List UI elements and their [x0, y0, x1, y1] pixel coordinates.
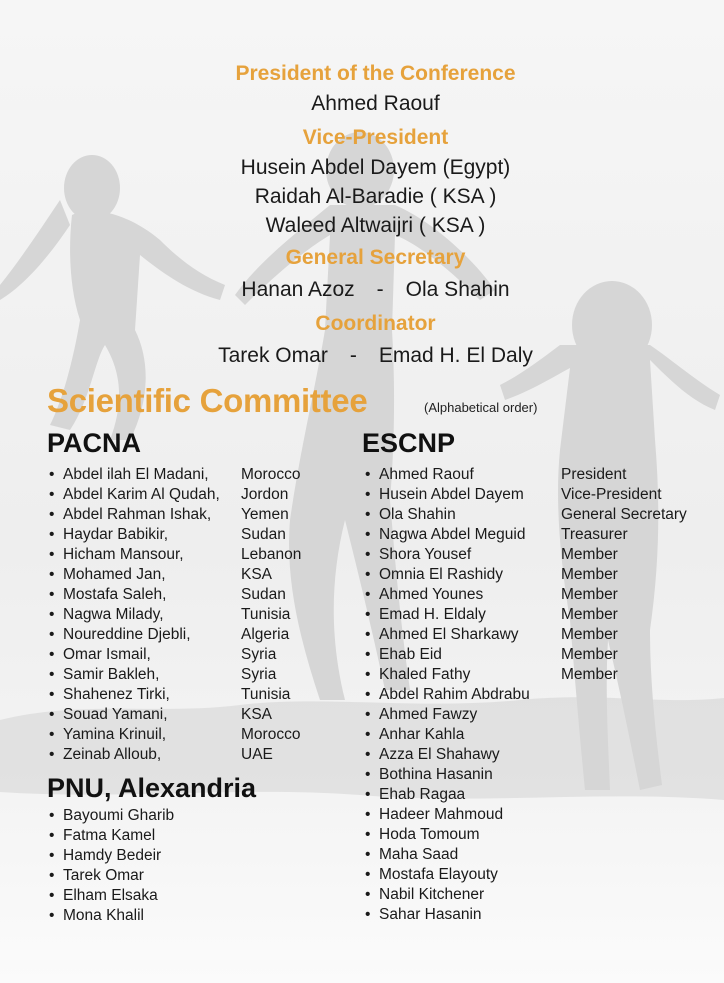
separator: -: [376, 278, 384, 301]
scientific-committee-title: Scientific Committee: [47, 382, 368, 419]
bullet-icon: •: [365, 826, 371, 843]
coordinator-names: [27, 341, 724, 370]
bullet-icon: •: [49, 486, 55, 503]
member-name: Fatma Kamel: [63, 827, 156, 844]
member-country: Sudan: [241, 586, 286, 603]
pacna-member-list: [49, 465, 339, 765]
member-role: Member: [561, 646, 618, 663]
bullet-icon: •: [49, 807, 55, 824]
list-item: [49, 906, 309, 926]
vice-president-name: Waleed Altwaijri ( KSA ): [265, 214, 486, 237]
member-name: Ehab Ragaa: [379, 786, 466, 803]
list-item: [365, 645, 705, 665]
bullet-icon: •: [365, 646, 371, 663]
member-name: Ahmed Fawzy: [379, 706, 478, 723]
list-item: [365, 785, 705, 805]
list-item: [49, 665, 339, 685]
list-item: [365, 865, 705, 885]
list-item: [49, 525, 339, 545]
bullet-icon: •: [365, 706, 371, 723]
bullet-icon: •: [365, 486, 371, 503]
member-name: Sahar Hasanin: [379, 906, 482, 923]
member-country: Syria: [241, 666, 277, 683]
member-name: Mostafa Elayouty: [379, 866, 498, 883]
list-item: [49, 886, 309, 906]
member-country: KSA: [241, 706, 273, 723]
member-name: Omar Ismail,: [63, 646, 151, 663]
member-name: Bothina Hasanin: [379, 766, 493, 783]
list-item: [365, 665, 705, 685]
member-role: Member: [561, 606, 618, 623]
separator: -: [349, 344, 357, 367]
bullet-icon: •: [365, 466, 371, 483]
member-name: Anhar Kahla: [379, 726, 465, 743]
bullet-icon: •: [365, 686, 371, 703]
member-name: Husein Abdel Dayem: [379, 486, 524, 503]
member-country: Syria: [241, 646, 277, 663]
bullet-icon: •: [49, 566, 55, 583]
member-role: President: [561, 466, 627, 483]
bullet-icon: •: [49, 546, 55, 563]
member-country: UAE: [241, 746, 273, 763]
list-item: [365, 625, 705, 645]
alphabetical-order-note: (Alphabetical order): [424, 400, 538, 415]
bullet-icon: •: [365, 766, 371, 783]
bullet-icon: •: [365, 586, 371, 603]
list-item: [365, 885, 705, 905]
member-name: Bayoumi Gharib: [63, 807, 175, 824]
bullet-icon: •: [49, 466, 55, 483]
bullet-icon: •: [365, 846, 371, 863]
member-role: Member: [561, 626, 618, 643]
list-item: [49, 826, 309, 846]
member-country: Jordon: [241, 486, 289, 503]
bullet-icon: •: [49, 726, 55, 743]
member-role: General Secretary: [561, 506, 687, 523]
pnu-member-list: [49, 806, 309, 926]
member-country: Algeria: [241, 626, 290, 643]
bullet-icon: •: [49, 907, 55, 924]
member-name: Mohamed Jan,: [63, 566, 166, 583]
member-name: Nabil Kitchener: [379, 886, 485, 903]
list-item: [365, 685, 705, 705]
list-item: [49, 625, 339, 645]
pnu-title: PNU, Alexandria: [47, 773, 257, 803]
member-name: Ahmed Raouf: [379, 466, 474, 483]
list-item: [49, 685, 339, 705]
list-item: [365, 705, 705, 725]
list-item: [365, 565, 705, 585]
list-item: [365, 605, 705, 625]
secretary-name: Hanan Azoz: [241, 278, 355, 301]
member-name: Abdel Rahim Abdrabu: [379, 686, 530, 703]
bullet-icon: •: [365, 886, 371, 903]
bullet-icon: •: [365, 566, 371, 583]
member-name: Mostafa Saleh,: [63, 586, 167, 603]
member-role: Member: [561, 586, 618, 603]
bullet-icon: •: [365, 866, 371, 883]
list-item: [365, 585, 705, 605]
vice-president-name: Husein Abdel Dayem (Egypt): [240, 156, 511, 179]
member-name: Hoda Tomoum: [379, 826, 480, 843]
list-item: [365, 805, 705, 825]
bullet-icon: •: [365, 546, 371, 563]
president-name: Ahmed Raouf: [311, 92, 440, 115]
member-role: Vice-President: [561, 486, 662, 503]
member-name: Hadeer Mahmoud: [379, 806, 504, 823]
bullet-icon: •: [365, 666, 371, 683]
bullet-icon: •: [49, 526, 55, 543]
member-name: Abdel ilah El Madani,: [63, 466, 209, 483]
pacna-title: PACNA: [47, 428, 141, 458]
list-item: [49, 485, 339, 505]
bullet-icon: •: [49, 646, 55, 663]
member-name: Zeinab Alloub,: [63, 746, 162, 763]
bullet-icon: •: [49, 706, 55, 723]
member-country: Yemen: [241, 506, 289, 523]
bullet-icon: •: [365, 726, 371, 743]
member-name: Abdel Karim Al Qudah,: [63, 486, 220, 503]
member-name: Abdel Rahman Ishak,: [63, 506, 212, 523]
member-name: Emad H. Eldaly: [379, 606, 486, 623]
member-name: Hicham Mansour,: [63, 546, 184, 563]
member-country: KSA: [241, 566, 273, 583]
bullet-icon: •: [365, 906, 371, 923]
list-item: [49, 745, 339, 765]
member-name: Hamdy Bedeir: [63, 847, 162, 864]
list-item: [365, 745, 705, 765]
list-item: [365, 845, 705, 865]
vice-president-role: Vice-President: [302, 126, 449, 149]
list-item: [49, 465, 339, 485]
bullet-icon: •: [365, 626, 371, 643]
member-name: Ola Shahin: [379, 506, 456, 523]
member-name: Maha Saad: [379, 846, 459, 863]
coordinator-name: Emad H. El Daly: [378, 344, 533, 367]
member-role: Member: [561, 546, 618, 563]
member-name: Khaled Fathy: [379, 666, 471, 683]
member-name: Ahmed El Sharkawy: [379, 626, 519, 643]
member-name: Nagwa Abdel Meguid: [379, 526, 526, 543]
member-name: Samir Bakleh,: [63, 666, 160, 683]
list-item: [365, 525, 705, 545]
member-country: Morocco: [241, 466, 301, 483]
bullet-icon: •: [49, 666, 55, 683]
bullet-icon: •: [365, 746, 371, 763]
member-country: Lebanon: [241, 546, 302, 563]
conference-officers: [0, 58, 724, 370]
list-item: [365, 825, 705, 845]
bullet-icon: •: [49, 867, 55, 884]
escnp-title: ESCNP: [362, 428, 456, 458]
bullet-icon: •: [49, 847, 55, 864]
list-item: [49, 505, 339, 525]
member-name: Omnia El Rashidy: [379, 566, 504, 583]
bullet-icon: •: [365, 786, 371, 803]
member-name: Shora Yousef: [379, 546, 472, 563]
member-country: Sudan: [241, 526, 286, 543]
member-name: Mona Khalil: [63, 907, 144, 924]
member-country: Morocco: [241, 726, 301, 743]
member-name: Shahenez Tirki,: [63, 686, 170, 703]
general-secretary-role: General Secretary: [285, 246, 466, 269]
bullet-icon: •: [49, 626, 55, 643]
bullet-icon: •: [49, 606, 55, 623]
list-item: [365, 485, 705, 505]
bullet-icon: •: [49, 586, 55, 603]
list-item: [365, 765, 705, 785]
member-name: Nagwa Milady,: [63, 606, 164, 623]
bullet-icon: •: [49, 887, 55, 904]
secretary-name: Ola Shahin: [405, 278, 510, 301]
list-item: [365, 545, 705, 565]
list-item: [365, 505, 705, 525]
bullet-icon: •: [365, 606, 371, 623]
vice-president-name: Raidah Al-Baradie ( KSA ): [254, 185, 497, 208]
list-item: [49, 585, 339, 605]
coordinator-role: Coordinator: [315, 312, 436, 335]
bullet-icon: •: [365, 526, 371, 543]
member-role: Member: [561, 666, 618, 683]
member-name: Noureddine Djebli,: [63, 626, 191, 643]
list-item: [365, 465, 705, 485]
bullet-icon: •: [365, 806, 371, 823]
list-item: [49, 565, 339, 585]
list-item: [49, 866, 309, 886]
bullet-icon: •: [49, 686, 55, 703]
president-role: President of the Conference: [235, 62, 516, 85]
list-item: [49, 605, 339, 625]
bullet-icon: •: [365, 506, 371, 523]
coordinator-name: Tarek Omar: [218, 344, 328, 367]
list-item: [49, 705, 339, 725]
bullet-icon: •: [49, 506, 55, 523]
list-item: [49, 545, 339, 565]
member-name: Tarek Omar: [63, 867, 144, 884]
member-country: Tunisia: [241, 606, 291, 623]
escnp-member-list: [365, 465, 705, 925]
list-item: [365, 905, 705, 925]
member-role: Member: [561, 566, 618, 583]
member-role: Treasurer: [561, 526, 628, 543]
member-name: Ahmed Younes: [379, 586, 484, 603]
list-item: [49, 645, 339, 665]
member-name: Yamina Krinuil,: [63, 726, 167, 743]
member-name: Azza El Shahawy: [379, 746, 500, 763]
list-item: [365, 725, 705, 745]
list-item: [49, 725, 339, 745]
bullet-icon: •: [49, 827, 55, 844]
member-country: Tunisia: [241, 686, 291, 703]
member-name: Ehab Eid: [379, 646, 442, 663]
member-name: Elham Elsaka: [63, 887, 158, 904]
list-item: [49, 846, 309, 866]
list-item: [49, 806, 309, 826]
general-secretary-names: [27, 275, 724, 304]
bullet-icon: •: [49, 746, 55, 763]
member-name: Haydar Babikir,: [63, 526, 169, 543]
member-name: Souad Yamani,: [63, 706, 168, 723]
